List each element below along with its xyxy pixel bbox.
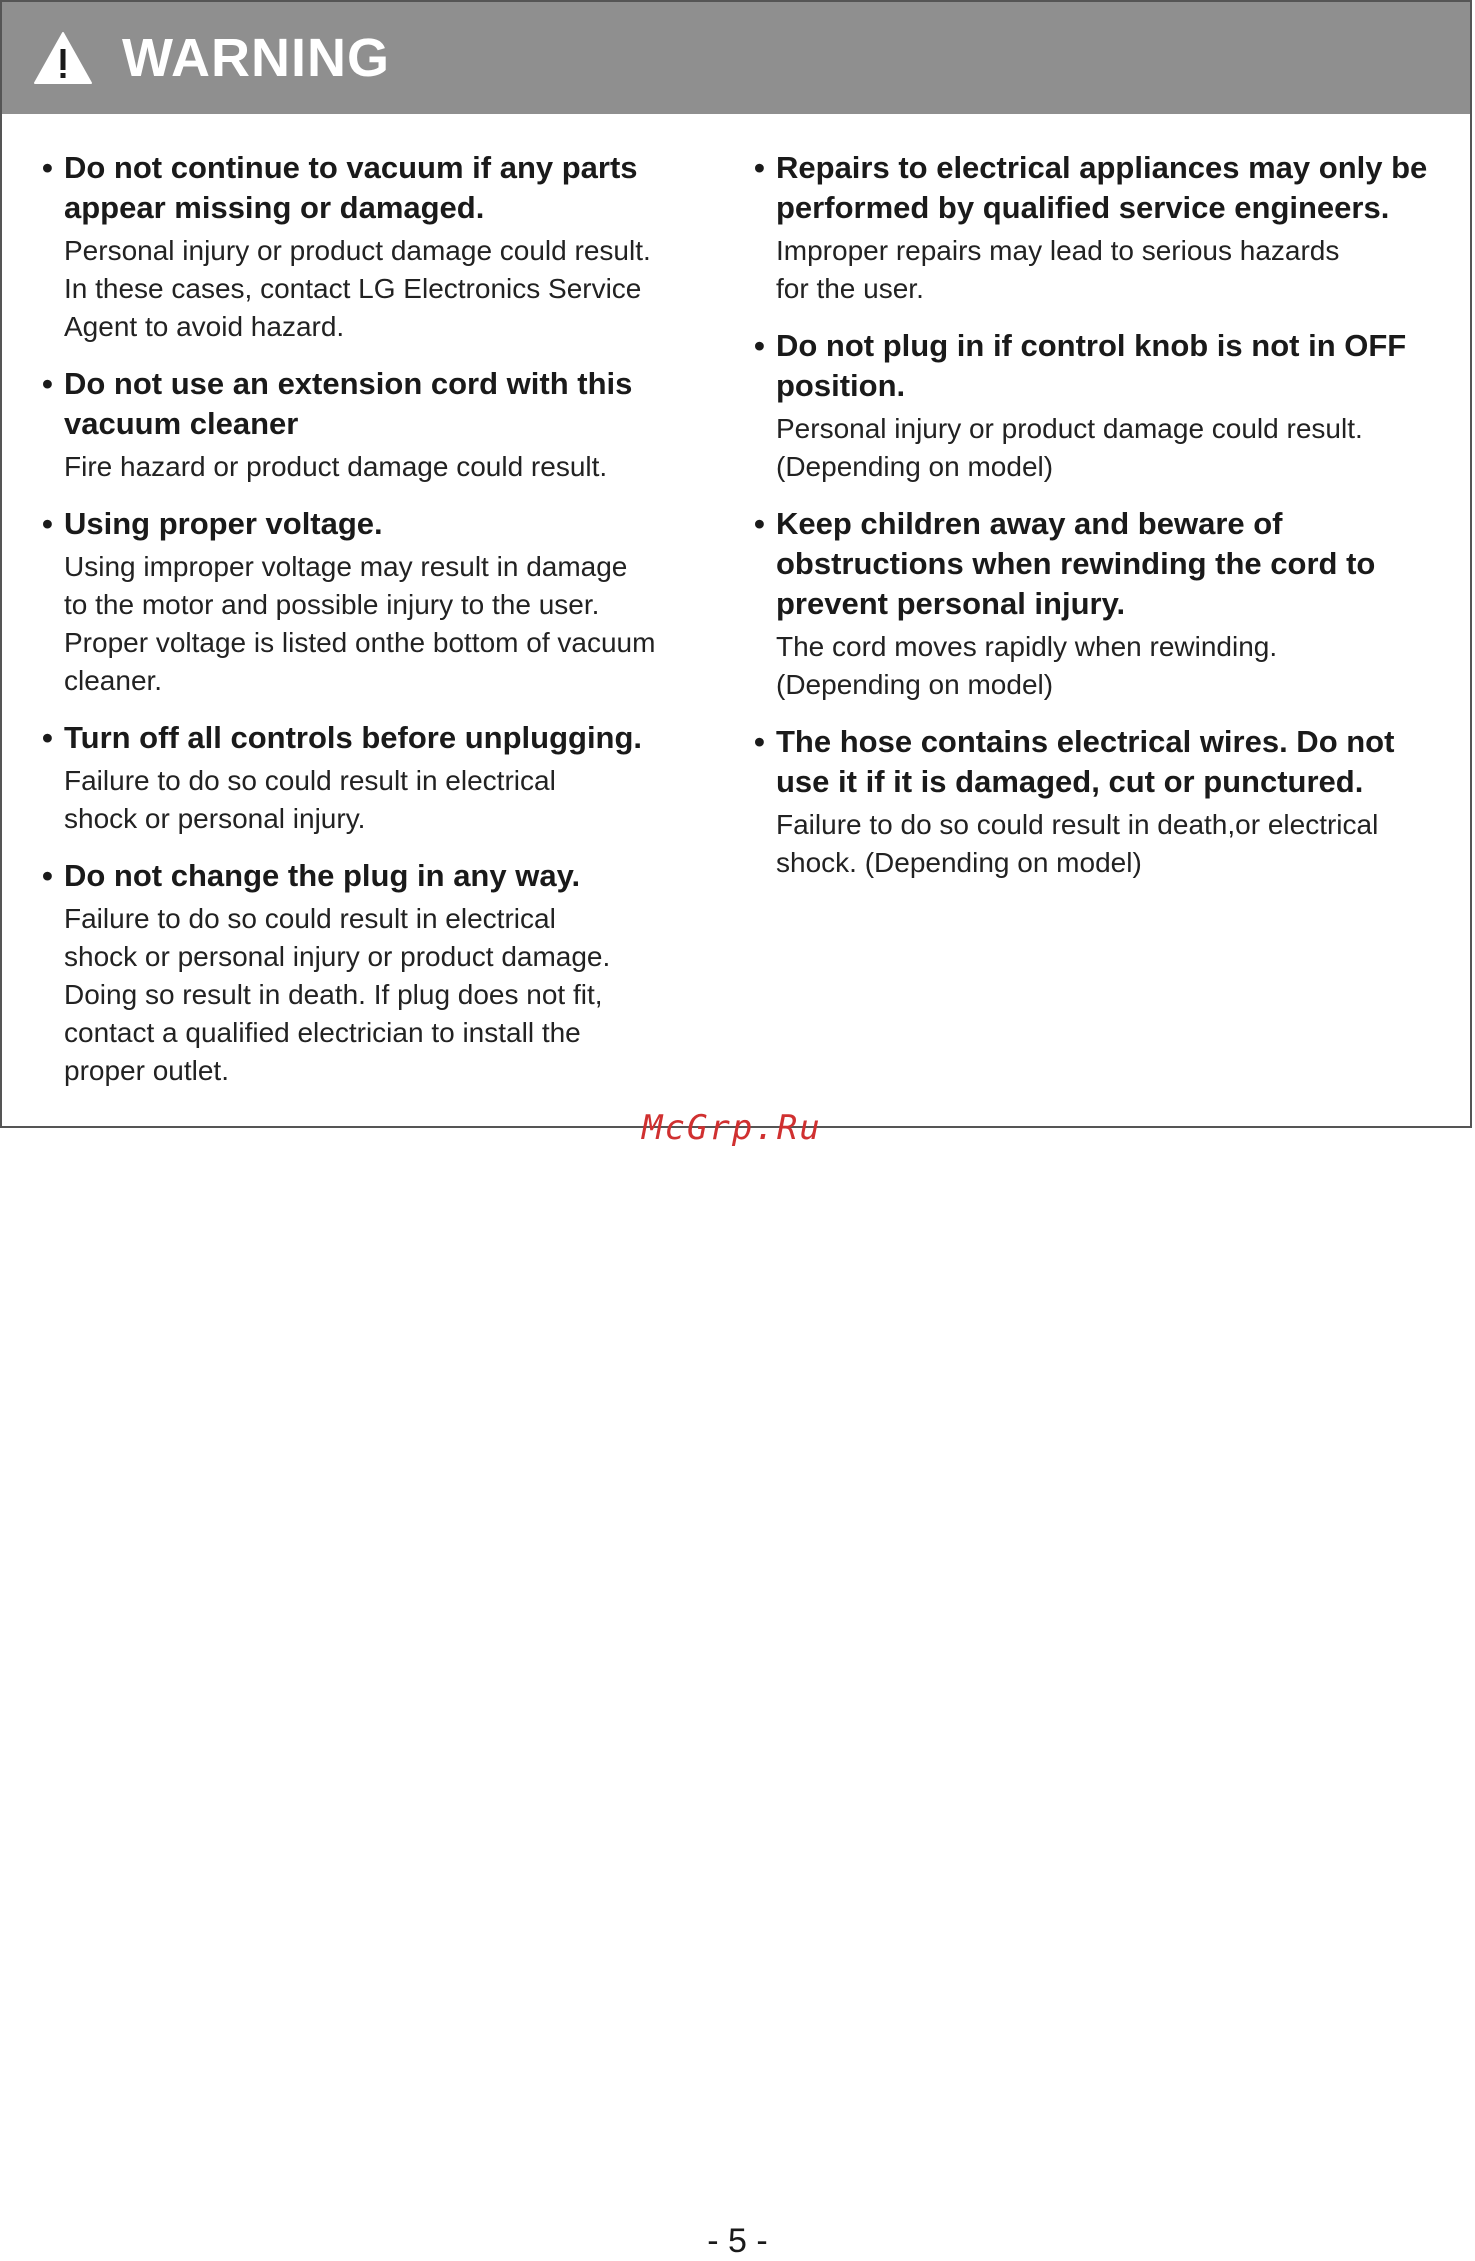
item-body: Fire hazard or product damage could result. xyxy=(64,451,608,482)
item-title: Do not plug in if control knob is not in OFF position. xyxy=(776,328,1407,403)
warning-title: WARNING xyxy=(122,28,390,88)
item-title: Using proper voltage. xyxy=(64,506,383,541)
warning-item xyxy=(42,364,697,486)
item-body: Using improper voltage may result in damage to the motor and possible injury to the user. Proper voltage is listed onthe bottom of vacuum cleaner. xyxy=(64,551,656,696)
warning-item xyxy=(42,504,697,700)
warning-item xyxy=(42,148,697,346)
bullet: • xyxy=(42,858,53,893)
item-body: Personal injury or product damage could result. In these cases, contact LG Electronics Service Agent to avoid hazard. xyxy=(64,235,651,342)
right-column xyxy=(754,148,1454,900)
warning-item xyxy=(754,326,1454,486)
item-body: Personal injury or product damage could result. (Depending on model) xyxy=(776,413,1363,482)
warning-item xyxy=(42,856,697,1090)
bullet: • xyxy=(42,506,53,541)
item-title: Repairs to electrical appliances may only be performed by qualified service engineers. xyxy=(776,150,1428,225)
bullet: • xyxy=(754,328,765,363)
warning-item xyxy=(754,722,1454,882)
item-title: Turn off all controls before unplugging. xyxy=(64,720,643,755)
bullet: • xyxy=(42,366,53,401)
item-title: Do not use an extension cord with this vacuum cleaner xyxy=(64,366,633,441)
warning-triangle-icon xyxy=(32,30,94,86)
item-body: The cord moves rapidly when rewinding. (Depending on model) xyxy=(776,631,1278,700)
bullet: • xyxy=(754,506,765,541)
item-title: Keep children away and beware of obstructions when rewinding the cord to prevent personal injury. xyxy=(776,506,1376,621)
warning-box xyxy=(0,0,1472,1128)
item-body: Failure to do so could result in death,or electrical shock. (Depending on model) xyxy=(776,809,1379,878)
bullet: • xyxy=(754,150,765,185)
warning-item xyxy=(42,718,697,838)
warning-header xyxy=(2,2,1470,114)
left-column xyxy=(42,148,697,1108)
item-body: Improper repairs may lead to serious hazards for the user. xyxy=(776,235,1340,304)
watermark: McGrp.Ru xyxy=(642,1108,822,1148)
warning-item xyxy=(754,148,1454,308)
page-number: - 5 - xyxy=(707,2222,768,2260)
warning-item xyxy=(754,504,1454,704)
item-body: Failure to do so could result in electrical shock or personal injury or product damage. Doing so result in death. If plug does not fit, contact a qualified electrician to install the proper outlet. xyxy=(64,903,611,1086)
bullet: • xyxy=(42,150,53,185)
item-body: Failure to do so could result in electrical shock or personal injury. xyxy=(64,765,556,834)
item-title: Do not continue to vacuum if any parts appear missing or damaged. xyxy=(64,150,638,225)
item-title: The hose contains electrical wires. Do not use it if it is damaged, cut or punctured. xyxy=(776,724,1395,799)
item-title: Do not change the plug in any way. xyxy=(64,858,581,893)
bullet: • xyxy=(754,724,765,759)
bullet: • xyxy=(42,720,53,755)
